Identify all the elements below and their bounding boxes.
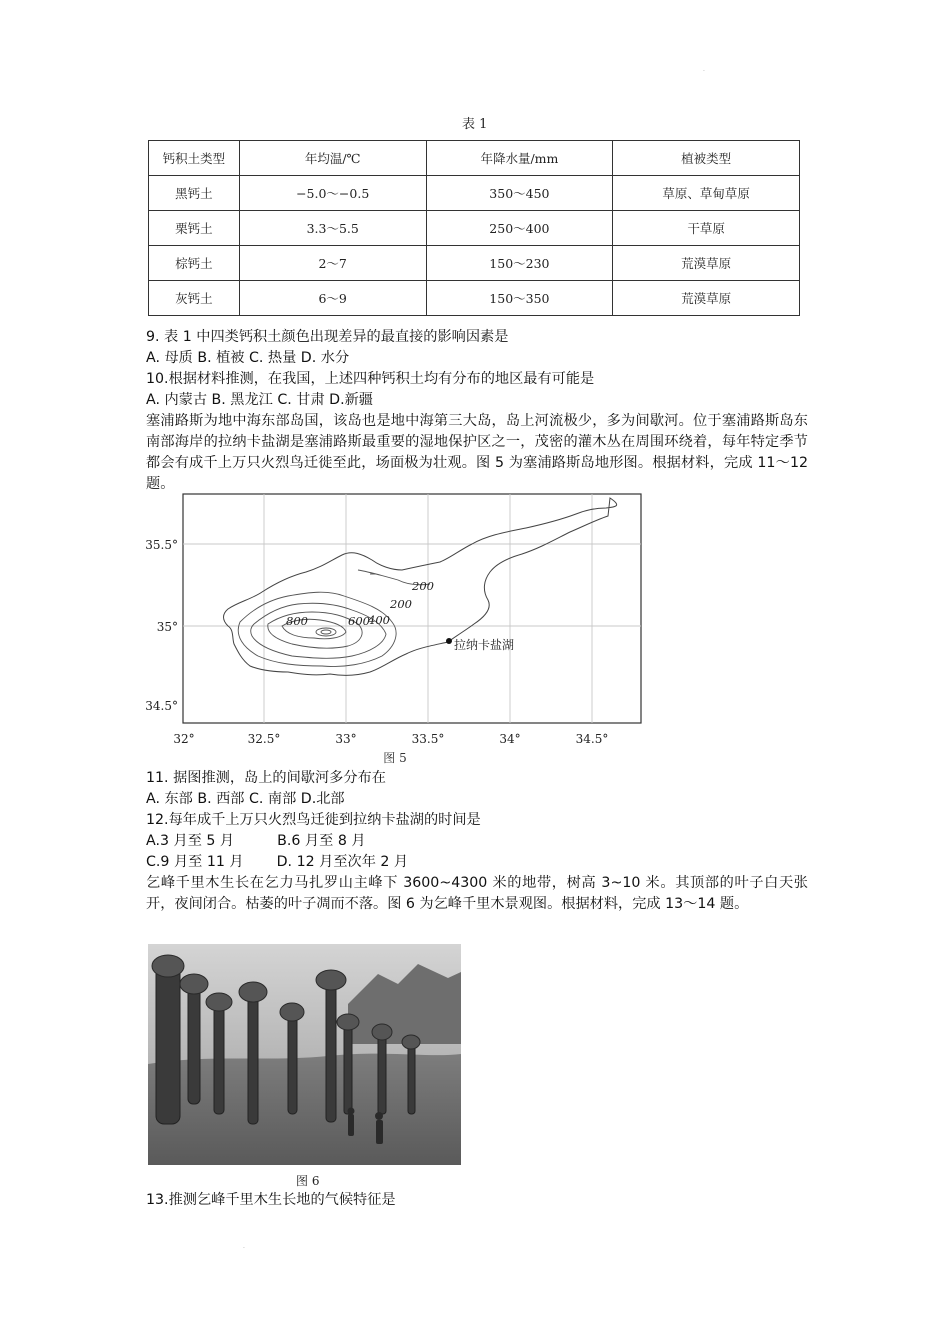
question-9-options: A. 母质 B. 植被 C. 热量 D. 水分 [146, 350, 350, 366]
question-9-stem: 9. 表 1 中四类钙积土颜色出现差异的最直接的影响因素是 [146, 329, 509, 345]
table-row [149, 246, 800, 281]
x-tick-label: 33.5° [411, 732, 445, 746]
y-tick-label: 35.5° [145, 538, 178, 552]
y-tick-label: 34.5° [145, 699, 178, 713]
map-frame [183, 494, 641, 723]
passage-kilimanjaro: 乞峰千里木生长在乞力马扎罗山主峰下 3600~4300 米的地带，树高 3~10 米。其顶部的叶子白天张开，夜间闭合。枯萎的叶子凋而不落。图 6 为乞峰千里木景观图。根据材料，完成 13～14 题。 [146, 875, 808, 912]
larnaca-lake-label: 拉纳卡盐湖 [454, 638, 515, 652]
scan-dot: . [703, 66, 705, 73]
x-tick-label: 32.5° [247, 732, 281, 746]
question-12-options-row2 [146, 852, 408, 873]
table-cell: 栗钙土 [149, 211, 240, 246]
contour-label: 800 [286, 614, 308, 628]
x-tick-label: 33° [335, 732, 357, 746]
table-caption: 表 1 [462, 117, 488, 132]
question-12-stem: 12.每年成千上万只火烈鸟迁徙到拉纳卡盐湖的时间是 [146, 812, 481, 828]
table-cell: 6～9 [239, 281, 426, 316]
table-cell: 草原、草甸草原 [613, 176, 800, 211]
figure-6-caption: 图 6 [296, 1174, 320, 1188]
table-cell: 350～450 [426, 176, 613, 211]
x-tick-label: 34° [499, 732, 521, 746]
passage-cyprus: 塞浦路斯为地中海东部岛国，该岛也是地中海第三大岛，岛上河流极少，多为间歇河。位于塞浦路斯岛东南部海岸的拉纳卡盐湖是塞浦路斯最重要的湿地保护区之一，茂密的灌木丛在周围环绕着，每年特定季节都会有成千上万只火烈鸟迁徙至此，场面极为壮观。图 5 为塞浦路斯岛地形图。根据材料，完成 11～12 题。 [146, 413, 808, 492]
table-row [149, 281, 800, 316]
larnaca-lake-marker [446, 638, 452, 644]
x-tick-label: 34.5° [575, 732, 609, 746]
contour-label: 400 [368, 613, 390, 627]
table-row [149, 176, 800, 211]
table-cell: 灰钙土 [149, 281, 240, 316]
table-cell: −5.0～−0.5 [239, 176, 426, 211]
x-tick-label: 32° [173, 732, 195, 746]
giant-groundsel-photo [148, 944, 461, 1165]
table-cell: 3.3～5.5 [239, 211, 426, 246]
cyprus-topographic-map [130, 492, 660, 770]
option-d: D. 12 月至次年 2 月 [276, 854, 409, 870]
table-cell: 干草原 [613, 211, 800, 246]
question-12-options-row1 [146, 831, 366, 852]
scan-dot: . [243, 1243, 245, 1250]
table-header-cell: 钙积土类型 [149, 141, 240, 176]
table-cell: 棕钙土 [149, 246, 240, 281]
option-a: A.3 月至 5 月 [146, 833, 235, 849]
table-cell: 250～400 [426, 211, 613, 246]
table-header-row [149, 141, 800, 176]
table-row [149, 211, 800, 246]
table-cell: 150～230 [426, 246, 613, 281]
figure-5-caption: 图 5 [383, 751, 407, 765]
table-cell: 荒漠草原 [613, 281, 800, 316]
contour-label: 200 [412, 579, 434, 593]
option-c: C.9 月至 11 月 [146, 854, 244, 870]
table-header-cell: 植被类型 [613, 141, 800, 176]
table-cell: 150～350 [426, 281, 613, 316]
y-tick-label: 35° [156, 620, 178, 634]
table-cell: 荒漠草原 [613, 246, 800, 281]
question-10-options: A. 内蒙古 B. 黑龙江 C. 甘肃 D.新疆 [146, 392, 373, 408]
contour-label: 600 [348, 614, 370, 628]
question-10-stem: 10.根据材料推测，在我国，上述四种钙积土均有分布的地区最有可能是 [146, 371, 595, 387]
question-11-stem: 11. 据图推测，岛上的间歇河多分布在 [146, 770, 386, 786]
soil-table [148, 140, 800, 316]
table-header-cell: 年均温/℃ [239, 141, 426, 176]
table-header-cell: 年降水量/mm [426, 141, 613, 176]
contour-label: 200 [390, 597, 412, 611]
question-11-options: A. 东部 B. 西部 C. 南部 D.北部 [146, 791, 345, 807]
table-cell: 2～7 [239, 246, 426, 281]
option-b: B.6 月至 8 月 [277, 833, 366, 849]
question-13-stem: 13.推测乞峰千里木生长地的气候特征是 [146, 1192, 396, 1208]
table-cell: 黑钙土 [149, 176, 240, 211]
photo-illustration [148, 944, 461, 1165]
